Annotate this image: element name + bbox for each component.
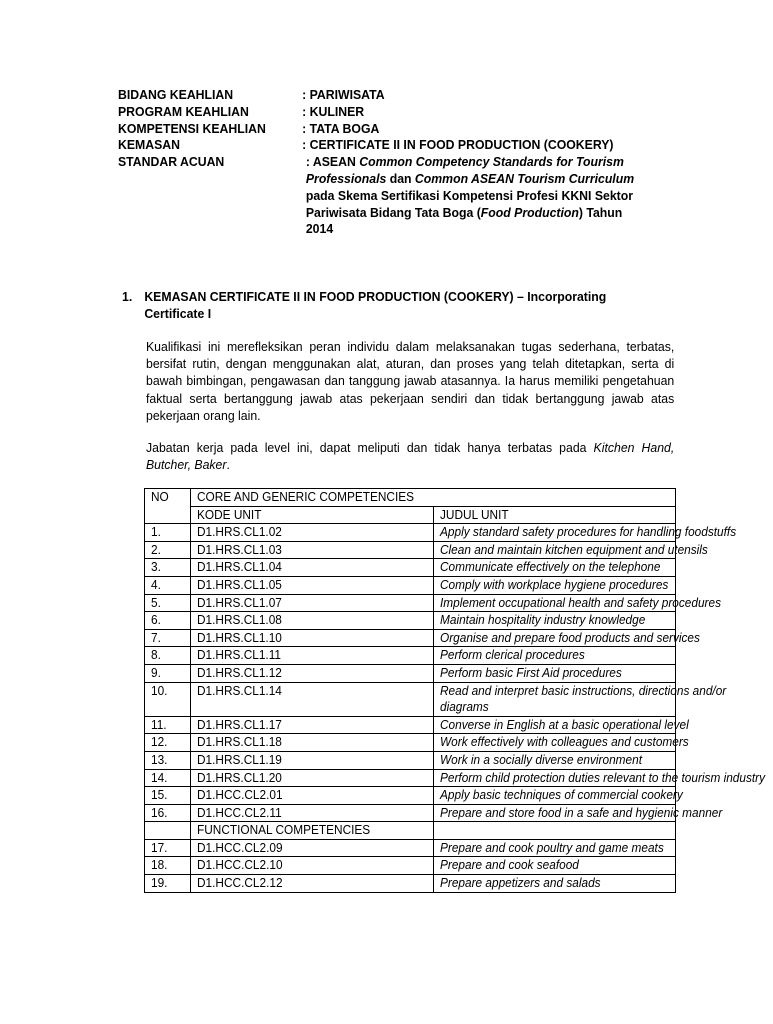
header-label: PROGRAM KEAHLIAN [118,103,249,119]
row-number: 19. [145,875,191,893]
table-row [145,716,676,734]
row-number: 3. [145,559,191,577]
row-number: 2. [145,541,191,559]
table-subheader-row [145,506,676,524]
table-row [145,787,676,805]
table-row [145,734,676,752]
judul-unit-cell: Implement occupational health and safety procedures [433,594,676,612]
table-row [145,647,676,665]
empty-cell [433,822,676,840]
kode-unit-cell: D1.HCC.CL2.01 [191,787,434,805]
kode-unit-cell: D1.HRS.CL1.20 [191,769,434,787]
job-titles-italic: Kitchen Hand, Butcher, Baker [146,440,675,473]
qualification-paragraph: Kualifikasi ini merefleksikan peran individu dalam melaksanakan tugas sederhana, terbatas, bersifat rutin, dengan menggunakan alat, aturan, dan proses yang telah ditetapkan, serta di bawah bimbingan, pengawasan dan tanggung jawab atasannya. Ia harus memiliki pengetahuan faktual serta bertanggung jawab atas pekerjaan sendiri dan tidak bertanggung jawab atas pekerjaan orang lain. [146,339,675,423]
table-row [145,594,676,612]
row-number: 13. [145,751,191,769]
header-row-kompetensi [118,121,639,138]
header-label: KEMASAN [118,137,181,153]
row-number: 4. [145,576,191,594]
kode-unit-cell: D1.HCC.CL2.11 [191,804,434,822]
row-number: 1. [145,524,191,542]
standar-italic-2: Common ASEAN Tourism Curriculum [414,170,635,186]
kode-unit-cell: D1.HCC.CL2.10 [191,857,434,875]
standar-italic-3: Food Production [480,204,579,220]
header-row-bidang [118,87,639,104]
functional-competencies-header: FUNCTIONAL COMPETENCIES [191,822,434,840]
row-number: 14. [145,769,191,787]
section-number: 1. [122,289,133,304]
table-row [145,541,676,559]
judul-unit-cell: Maintain hospitality industry knowledge [433,612,676,630]
table-row [145,629,676,647]
header-label: KOMPETENSI KEAHLIAN [118,120,266,136]
table-row [145,664,676,682]
row-number: 17. [145,839,191,857]
judul-unit-cell: Perform child protection duties relevant to the tourism industry [433,769,676,787]
no-header: NO [145,489,191,524]
judul-unit-cell: Perform basic First Aid procedures [433,664,676,682]
judul-unit-cell: Work in a socially diverse environment [433,751,676,769]
header-value: : TATA BOGA [302,120,380,136]
job-titles-text: Jabatan kerja pada level ini, dapat meliputi dan tidak hanya terbatas pada [146,440,594,455]
row-number: 16. [145,804,191,822]
row-number: 5. [145,594,191,612]
table-row [145,769,676,787]
standar-tail-1: pada Skema Sertifikasi Kompetensi Profesi KKNI Sektor Pariwisata Bidang Tata Boga ( [305,187,634,220]
standar-tail-2: ) Tahun 2014 [305,204,623,237]
table-row [145,559,676,577]
kode-unit-cell: D1.HRS.CL1.17 [191,716,434,734]
judul-unit-cell: Read and interpret basic instructions, directions and/or diagrams [433,682,676,716]
kode-unit-cell: D1.HCC.CL2.09 [191,839,434,857]
empty-cell [145,822,191,840]
table-row [145,875,676,893]
table-row [145,524,676,542]
row-number: 11. [145,716,191,734]
standar-italic-1: Common Competency Standards for Tourism Professionals [305,154,624,186]
kode-unit-cell: D1.HCC.CL2.12 [191,875,434,893]
header-row-standar [118,154,639,238]
judul-unit-cell: Comply with workplace hygiene procedures [433,576,676,594]
judul-unit-cell: Clean and maintain kitchen equipment and utensils [433,541,676,559]
header-value: : PARIWISATA [302,87,385,102]
judul-unit-cell: Organise and prepare food products and services [433,629,676,647]
document-header [118,87,639,238]
judul-unit-cell: Converse in English at a basic operational level [433,716,676,734]
row-number: 7. [145,629,191,647]
job-titles-end: . [226,457,230,473]
table-row [145,839,676,857]
kode-unit-cell: D1.HRS.CL1.10 [191,629,434,647]
row-number: 6. [145,612,191,630]
kode-unit-cell: D1.HRS.CL1.12 [191,664,434,682]
judul-unit-cell: Perform clerical procedures [433,647,676,665]
header-row-program [118,104,639,121]
functional-header-row [145,822,676,840]
kode-unit-cell: D1.HRS.CL1.02 [191,524,434,542]
table-header-row [145,489,676,507]
row-number: 10. [145,682,191,716]
section-heading [122,289,643,323]
kode-unit-cell: D1.HRS.CL1.18 [191,734,434,752]
row-number: 18. [145,857,191,875]
judul-unit-cell: Communicate effectively on the telephone [433,559,676,577]
row-number: 9. [145,664,191,682]
kode-unit-cell: D1.HRS.CL1.08 [191,612,434,630]
judul-unit-cell: Prepare and store food in a safe and hygienic manner [433,804,676,822]
kode-unit-cell: D1.HRS.CL1.05 [191,576,434,594]
standar-mid: dan [386,170,415,186]
competency-table [144,488,765,893]
kode-unit-cell: D1.HRS.CL1.07 [191,594,434,612]
judul-unit-cell: Prepare appetizers and salads [433,875,676,893]
table-row [145,682,676,716]
judul-unit-cell: Apply basic techniques of commercial cookery [433,787,676,805]
kode-unit-cell: D1.HRS.CL1.11 [191,647,434,665]
header-label: STANDAR ACUAN [118,154,225,170]
table-row [145,612,676,630]
kode-unit-cell: D1.HRS.CL1.04 [191,559,434,577]
group-header: CORE AND GENERIC COMPETENCIES [191,489,676,507]
table-row [145,857,676,875]
kode-unit-cell: D1.HRS.CL1.14 [191,682,434,716]
judul-unit-cell: Apply standard safety procedures for handling foodstuffs [433,524,676,542]
judul-unit-cell: Prepare and cook seafood [433,857,676,875]
section-title-text: KEMASAN CERTIFICATE II IN FOOD PRODUCTION (COOKERY) – Incorporating Certificate I [144,289,607,321]
header-value: : CERTIFICATE II IN FOOD PRODUCTION (COOKERY) [302,137,614,153]
table-row [145,576,676,594]
judul-unit-cell: Work effectively with colleagues and customers [433,734,676,752]
table-row [145,804,676,822]
judul-unit-header: JUDUL UNIT [433,506,676,524]
header-row-kemasan [118,137,639,154]
row-number: 15. [145,787,191,805]
kode-unit-cell: D1.HRS.CL1.03 [191,541,434,559]
header-value: : KULINER [302,103,365,119]
job-titles-paragraph [146,439,674,473]
judul-unit-cell: Prepare and cook poultry and game meats [433,839,676,857]
kode-unit-header: KODE UNIT [191,506,434,524]
kode-unit-cell: D1.HRS.CL1.19 [191,751,434,769]
standar-prefix: : ASEAN [305,154,360,170]
row-number: 12. [145,734,191,752]
header-label: BIDANG KEAHLIAN [118,87,234,102]
table-row [145,751,676,769]
row-number: 8. [145,647,191,665]
standar-acuan-value [302,154,639,238]
